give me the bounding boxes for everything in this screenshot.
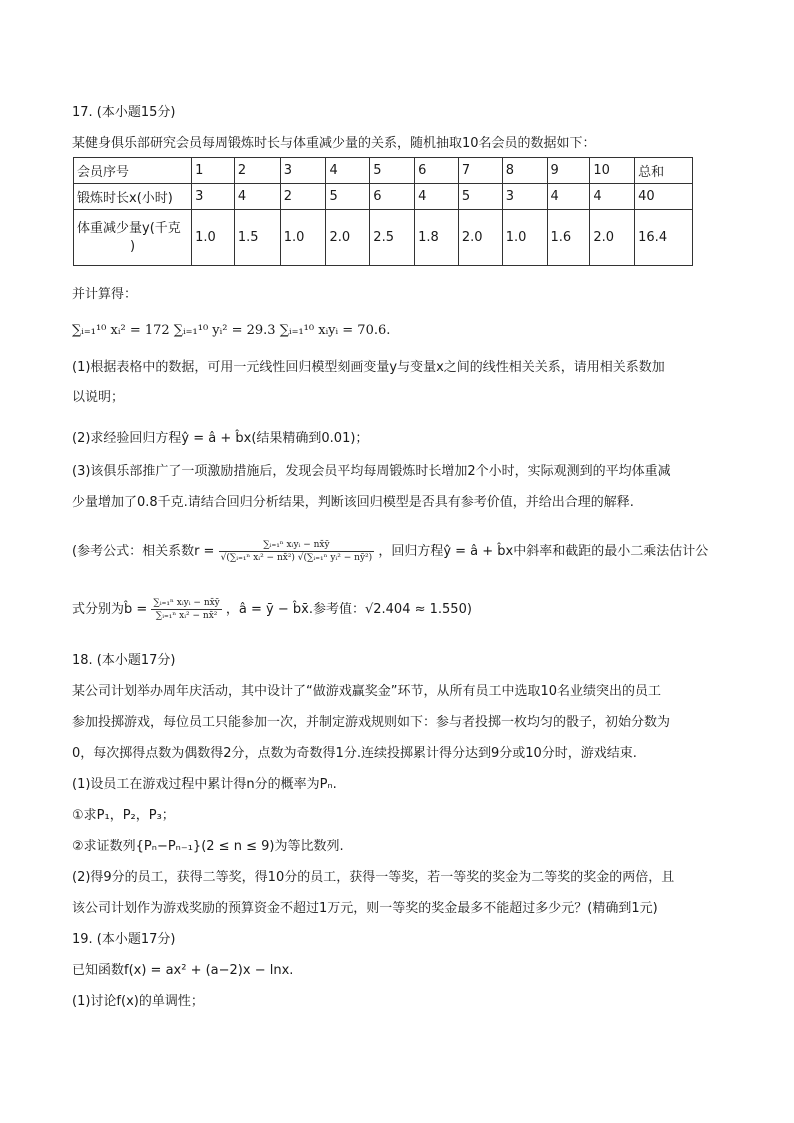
corr-coef-fraction: [219, 539, 375, 564]
table-cell: 5: [458, 184, 502, 210]
calc-intro: 并计算得：: [72, 287, 138, 302]
q18-line1: 某公司计划举办周年庆活动，其中设计了“做游戏赢奖金”环节，从所有员工中选取10名业绩突出的员工: [72, 684, 662, 699]
table-cell: 1: [192, 158, 235, 184]
table-cell: 2.5: [370, 210, 415, 266]
q18-line6: ②求证数列{Pₙ−Pₙ₋₁}(2 ≤ n ≤ 9)为等比数列.: [72, 839, 344, 854]
ref-intercept: ，â = ȳ − b̂x̄.参考值：√2.404 ≈ 1.550): [225, 602, 472, 617]
table-cell: 40: [635, 184, 693, 210]
q19-line2: (1)讨论f(x)的单调性；: [72, 994, 204, 1009]
table-cell: 1.6: [547, 210, 590, 266]
table-cell: 5: [370, 158, 415, 184]
slope-denominator: ∑ᵢ₌₁ⁿ xᵢ² − nx̄²: [155, 611, 218, 621]
q19-heading: 19. (本小题17分): [72, 932, 176, 947]
table-cell: 10: [590, 158, 635, 184]
table-row-weight: [74, 210, 693, 266]
q18-line7: (2)得9分的员工，获得二等奖，得10分的员工，获得一等奖，若一等奖的奖金为二等奖的奖金的两倍，且: [72, 870, 675, 885]
table-cell: 1.8: [415, 210, 459, 266]
q18-line5: ①求P₁，P₂，P₃；: [72, 808, 175, 823]
q18-line2: 参加投掷游戏，每位员工只能参加一次，并制定游戏规则如下：参与者投掷一枚均匀的骰子，初始分数为: [72, 715, 671, 730]
table-cell: 1.0: [280, 210, 326, 266]
table-cell: 6: [415, 158, 459, 184]
table-cell: 2: [234, 158, 280, 184]
q18-line4: (1)设员工在游戏过程中累计得n分的概率为Pₙ.: [72, 777, 337, 792]
table-cell: 7: [458, 158, 502, 184]
q18-heading: 18. (本小题17分): [72, 653, 176, 668]
q17-intro: 某健身俱乐部研究会员每周锻炼时长与体重减少量的关系，随机抽取10名会员的数据如下：: [72, 136, 596, 151]
q18-line3: 0，每次掷得点数为偶数得2分，点数为奇数得1分.连续投掷累计得分达到9分或10分时，游戏结束.: [72, 746, 637, 761]
table-cell: 9: [547, 158, 590, 184]
table-cell: 2.0: [590, 210, 635, 266]
table-cell: 4: [326, 158, 370, 184]
ref-slope-prefix: 式分别为b̂ =: [72, 602, 148, 617]
table-row-index: [74, 158, 693, 184]
table-cell: 8: [502, 158, 547, 184]
q17-heading: 17. (本小题15分): [72, 105, 176, 120]
ref-middle: ，回归方程ŷ = â + b̂x中斜率和截距的最小二乘法估计公: [378, 544, 709, 559]
table-cell: 4: [415, 184, 459, 210]
table-cell: 2.0: [458, 210, 502, 266]
table-cell: 2: [280, 184, 326, 210]
table-cell: 4: [547, 184, 590, 210]
table-cell: 4: [590, 184, 635, 210]
table-cell: 2.0: [326, 210, 370, 266]
q17-part3-line2: 少量增加了0.8千克.请结合回归分析结果，判断该回归模型是否具有参考价值，并给出合理的解释.: [72, 495, 634, 510]
slope-fraction: [151, 597, 221, 622]
q18-line8: 该公司计划作为游戏奖励的预算资金不超过1万元，则一等奖的奖金最多不能超过多少元？(精确到1元): [72, 901, 658, 916]
q17-part3-line1: (3)该俱乐部推广了一项激励措施后，发现会员平均每周锻炼时长增加2个小时，实际观测到的平均体重减: [72, 464, 671, 479]
row-label-index: 会员序号: [74, 158, 192, 184]
table-cell: 1.0: [502, 210, 547, 266]
table-cell: 16.4: [635, 210, 693, 266]
table-cell: 6: [370, 184, 415, 210]
q17-part2: (2)求经验回归方程ŷ = â + b̂x(结果精确到0.01)；: [72, 431, 369, 446]
sums-formula: ∑ᵢ₌₁¹⁰ xᵢ² = 172 ∑ᵢ₌₁¹⁰ yᵢ² = 29.3 ∑ᵢ₌₁¹⁰ xᵢyᵢ = 70.6.: [72, 323, 391, 338]
table-cell: 3: [192, 184, 235, 210]
table-cell: 总和: [635, 158, 693, 184]
reference-line1: [72, 530, 708, 574]
corr-coef-denominator: √(∑ᵢ₌₁ⁿ xᵢ² − nx̄²) √(∑ᵢ₌₁ⁿ yᵢ² − nȳ²): [220, 553, 373, 563]
row-label-weight-line1: 体重减少量y(千克: [77, 220, 181, 236]
q17-part1-line2: 以说明；: [72, 390, 125, 405]
q19-line1: 已知函数f(x) = ax² + (a−2)x − lnx.: [72, 963, 294, 978]
ref-prefix: (参考公式：相关系数r =: [72, 544, 215, 559]
row-label-weight: [74, 210, 192, 266]
row-label-hours: 锻炼时长x(小时): [74, 184, 192, 210]
slope-numerator: ∑ᵢ₌₁ⁿ xᵢyᵢ − nx̄ȳ: [153, 598, 220, 608]
table-cell: 3: [502, 184, 547, 210]
table-cell: 1.5: [234, 210, 280, 266]
table-cell: 1.0: [192, 210, 235, 266]
table-cell: 4: [234, 184, 280, 210]
row-label-weight-line2: ): [129, 238, 136, 254]
table-row-hours: [74, 184, 693, 210]
data-table: [73, 157, 693, 266]
table-cell: 5: [326, 184, 370, 210]
corr-coef-numerator: ∑ᵢ₌₁ⁿ xᵢyᵢ − nx̄ȳ: [219, 539, 375, 552]
table-cell: 3: [280, 158, 326, 184]
reference-line2: [72, 588, 472, 632]
q17-part1-line1: (1)根据表格中的数据，可用一元线性回归模型刻画变量y与变量x之间的线性相关关系，请用相关系数加: [72, 360, 665, 375]
